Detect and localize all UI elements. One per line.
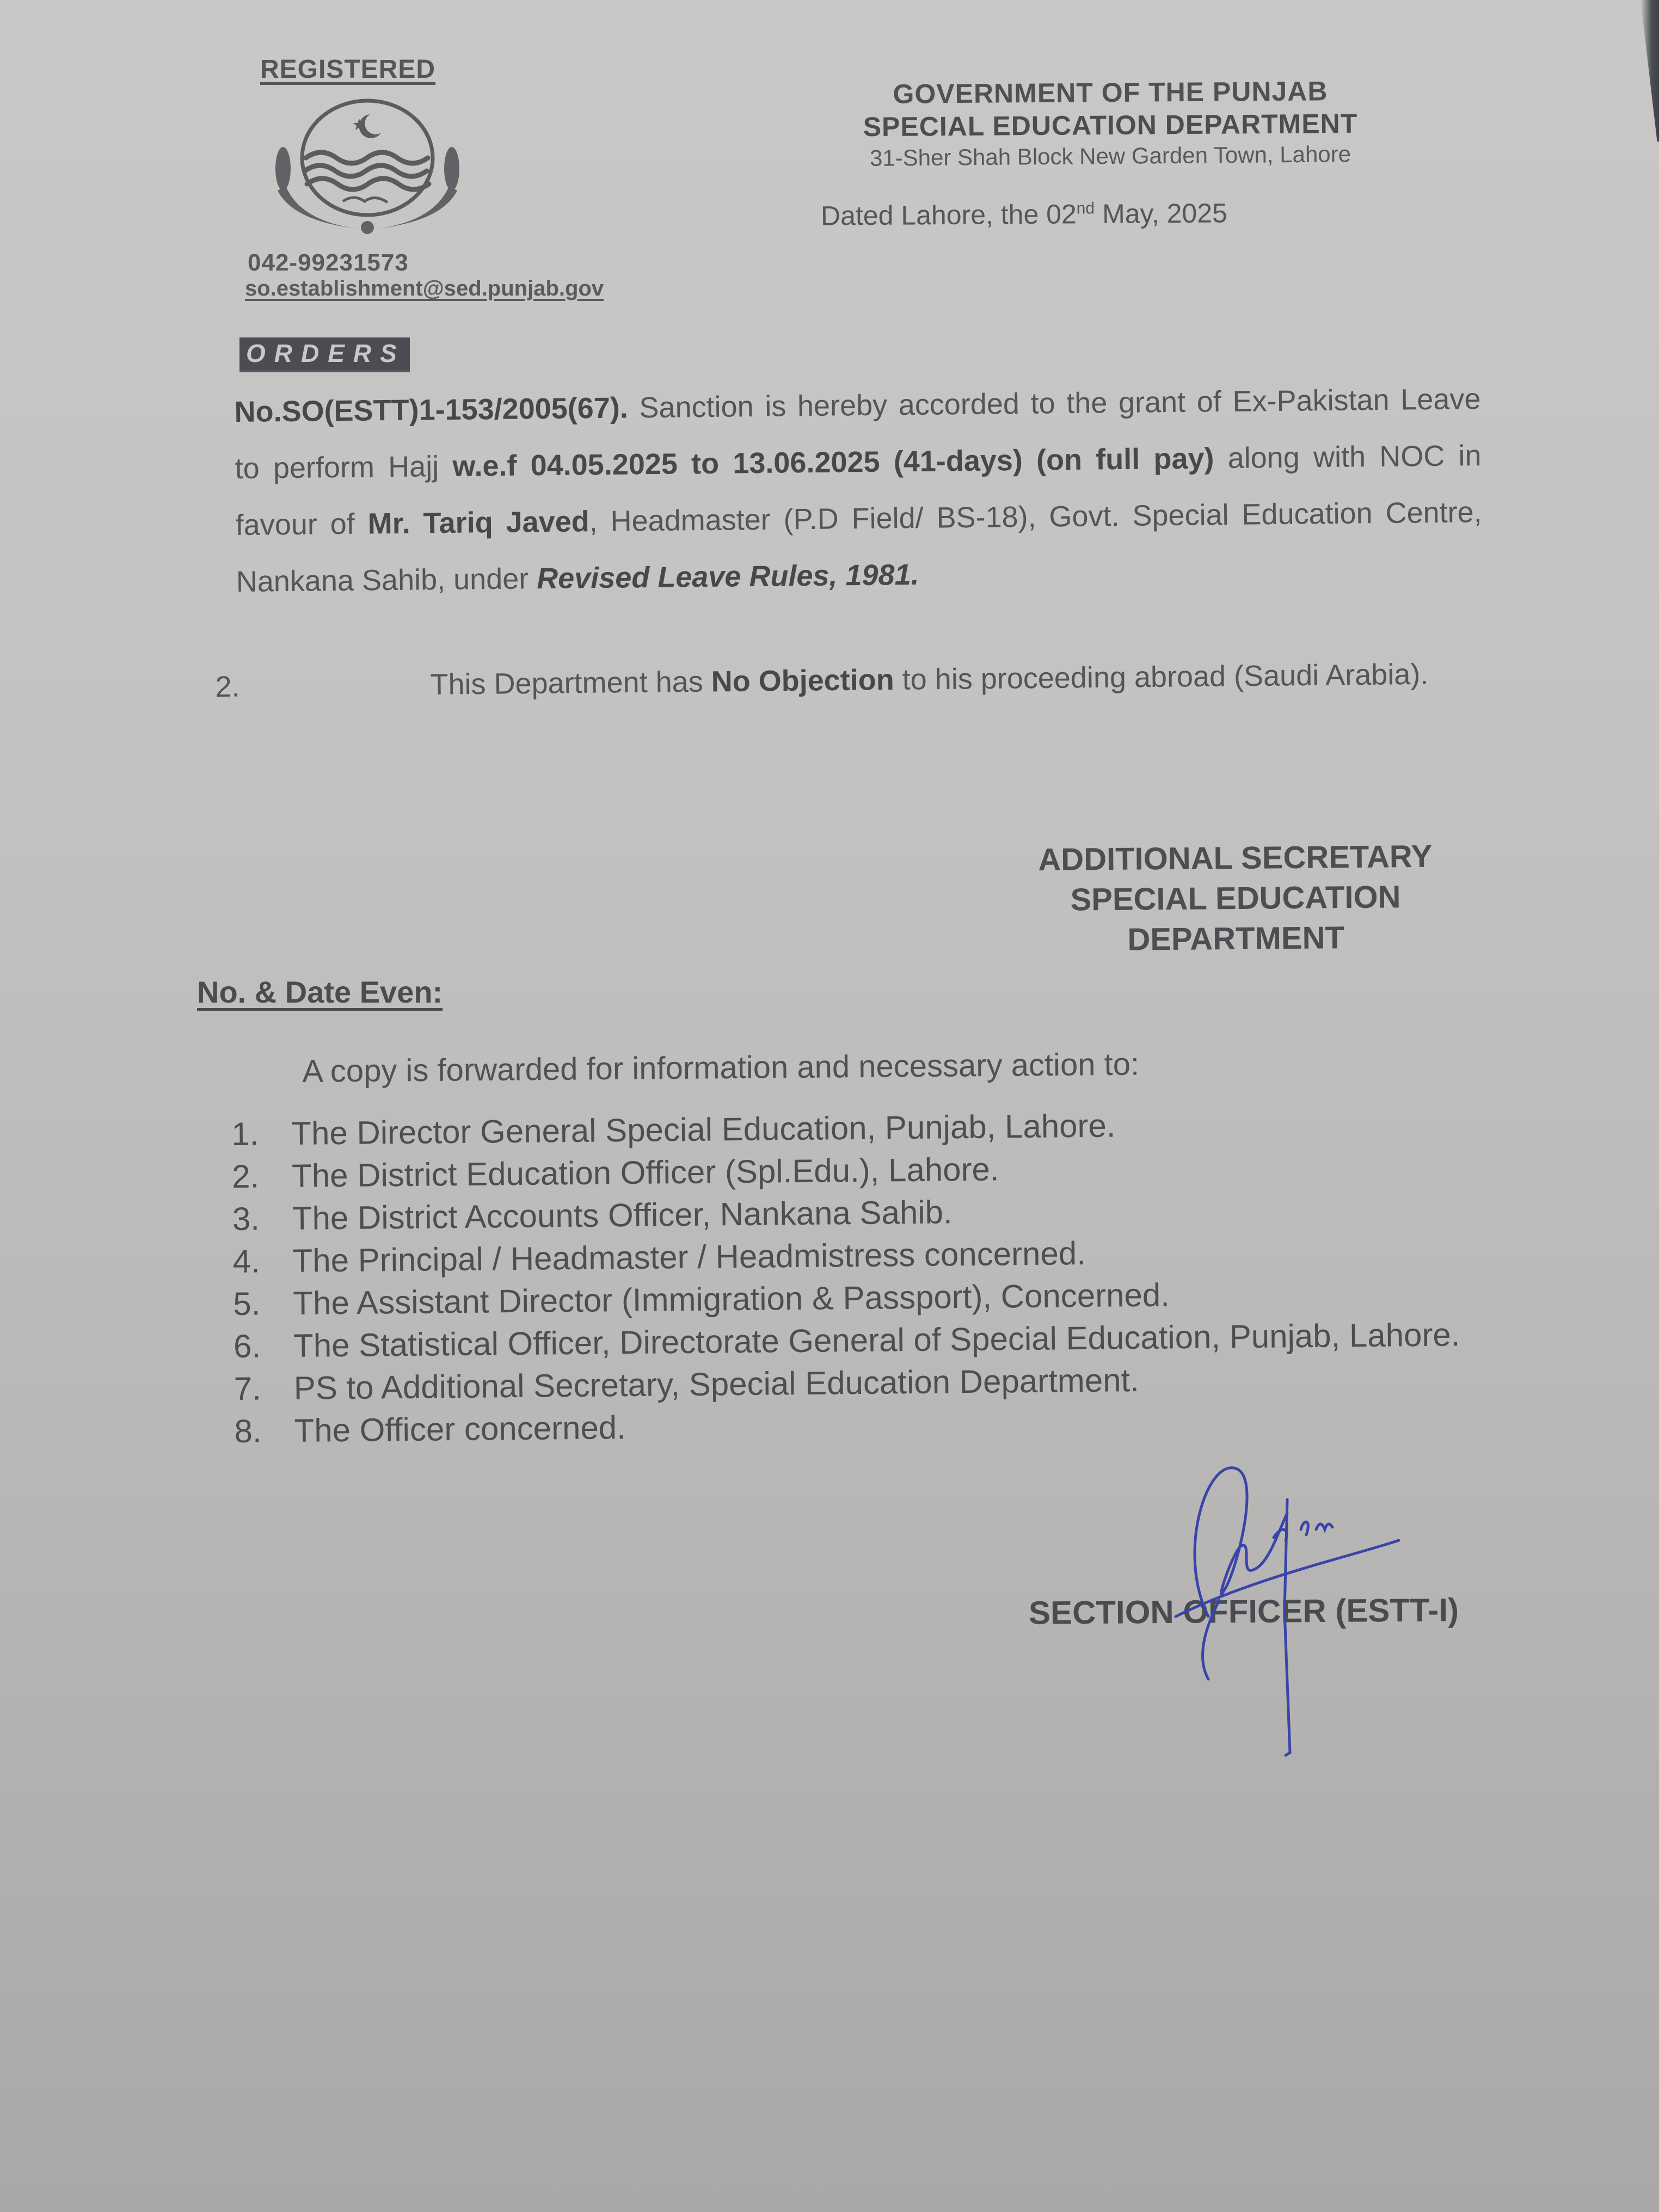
department-title: SPECIAL EDUCATION DEPARTMENT [863, 108, 1358, 143]
no-objection-text: No Objection [711, 663, 895, 698]
date-prefix: Dated Lahore, the 02 [820, 199, 1077, 231]
handwritten-signature-icon [1143, 1448, 1480, 1774]
list-text: The District Accounts Officer, Nankana Sahib. [292, 1194, 953, 1237]
list-number: 7. [234, 1370, 262, 1407]
date-line [821, 197, 1227, 231]
leave-period: w.e.f 04.05.2025 to 13.06.2025 (41-days) (on full pay) [452, 442, 1214, 483]
registered-label: REGISTERED [260, 55, 436, 84]
letterhead [789, 76, 1431, 171]
leave-rules-reference: Revised Leave Rules, 1981. [536, 558, 919, 595]
list-number: 1. [231, 1115, 259, 1152]
employee-name: Mr. Tariq Javed [367, 505, 589, 540]
signatory-line: SPECIAL EDUCATION [1070, 879, 1401, 918]
no-and-date-even-heading: No. & Date Even: [197, 975, 443, 1009]
list-text: The Officer concerned. [294, 1409, 626, 1449]
order-text: This Department has [430, 665, 712, 701]
department-address: 31-Sher Shah Block New Garden Town, Lahore [869, 141, 1351, 171]
copy-forwarded-intro: A copy is forwarded for information and necessary action to: [302, 1046, 1140, 1089]
list-text: The District Education Officer (Spl.Edu.), Lahore. [291, 1151, 999, 1194]
email-address: so.establishment@sed.punjab.gov [245, 276, 604, 300]
list-text: The Statistical Officer, Directorate General of Special Education, Punjab, Lahore. [293, 1316, 1460, 1364]
phone-number: 042-99231573 [248, 249, 409, 276]
list-text: PS to Additional Secretary, Special Education Department. [293, 1362, 1140, 1406]
order-text: to his proceeding abroad (Saudi Arabia). [894, 658, 1429, 696]
paragraph-number: 2. [215, 670, 240, 703]
list-text: The Assistant Director (Immigration & Passport), Concerned. [293, 1276, 1170, 1322]
government-title: GOVERNMENT OF THE PUNJAB [893, 76, 1328, 109]
date-ordinal: nd [1076, 199, 1095, 218]
order-text: along with NOC in favour of [235, 439, 1482, 542]
order-paragraph-2 [215, 645, 1489, 715]
signatory-line: DEPARTMENT [1127, 920, 1345, 957]
section-officer-designation: SECTION OFFICER (ESTT-I) [1028, 1592, 1459, 1631]
order-paragraph-1 [234, 371, 1483, 610]
list-text: The Principal / Headmaster / Headmistress concerned. [292, 1234, 1086, 1279]
date-rest: May, 2025 [1094, 198, 1228, 230]
list-text: The Director General Special Education, Punjab, Lahore. [291, 1107, 1116, 1152]
orders-badge: ORDERS [239, 337, 410, 372]
list-number: 6. [233, 1328, 261, 1365]
distribution-list [231, 1101, 1541, 1453]
list-number: 5. [233, 1285, 261, 1322]
list-number: 3. [232, 1200, 260, 1237]
government-of-punjab-emblem-icon [261, 98, 474, 239]
order-text: Sanction is hereby accorded to the grant of Ex-Pakistan Leave to perform Hajj [235, 383, 1481, 485]
order-text: , Headmaster (P.D Field/ BS-18), Govt. Special Education Centre, Nankana Sahib, under [236, 496, 1482, 598]
signatory-line: ADDITIONAL SECRETARY [1038, 838, 1433, 878]
page-edge-shadow [1640, 0, 1659, 142]
list-number: 4. [232, 1243, 260, 1280]
order-reference-number: No.SO(ESTT)1-153/2005(67). [234, 391, 629, 428]
additional-secretary-designation [990, 836, 1481, 961]
list-number: 8. [234, 1412, 262, 1449]
list-number: 2. [231, 1158, 260, 1195]
